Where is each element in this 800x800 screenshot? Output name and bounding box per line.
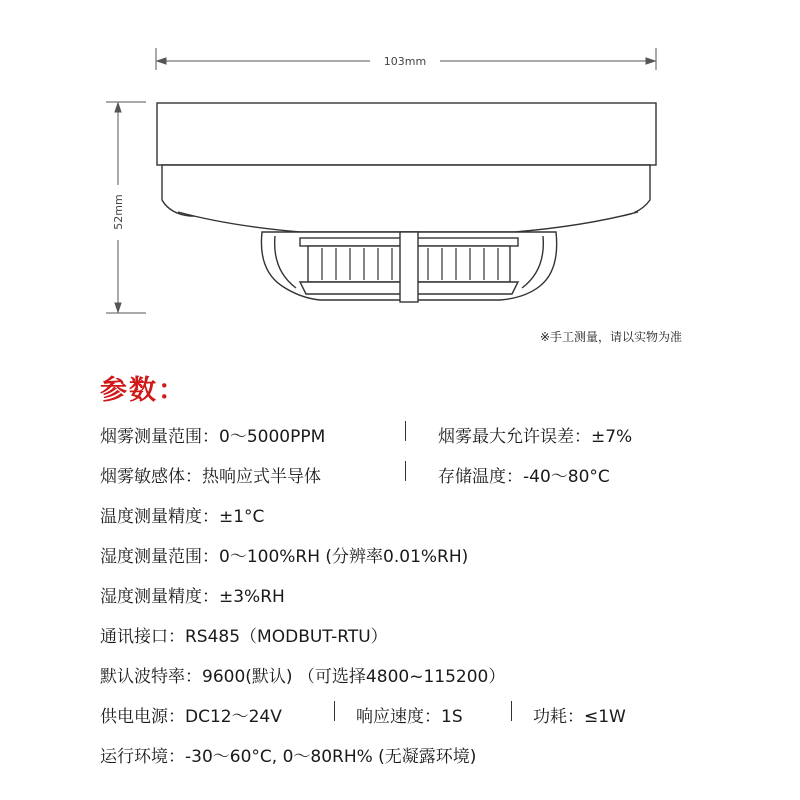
spec-smoke-range: 烟雾测量范围：0～5000PPM bbox=[100, 427, 326, 447]
separator bbox=[334, 701, 335, 721]
detector-dimension-drawing bbox=[0, 0, 800, 340]
spec-temp-accuracy: 温度测量精度：±1°C bbox=[100, 507, 265, 527]
params-title: 参数： bbox=[100, 375, 187, 406]
spec-response-speed: 响应速度：1S bbox=[356, 707, 463, 727]
spec-smoke-sensor: 烟雾敏感体：热响应式半导体 bbox=[100, 467, 321, 487]
spec-baud-rate: 默认波特率：9600(默认) （可选择4800~115200） bbox=[100, 667, 506, 687]
separator bbox=[405, 461, 406, 481]
separator bbox=[511, 701, 512, 721]
measurement-note: ※手工测量，请以实物为准 bbox=[540, 330, 683, 344]
spec-interface: 通讯接口：RS485（MODBUT-RTU） bbox=[100, 627, 388, 647]
width-label: 103mm bbox=[383, 55, 427, 68]
spec-operating-env: 运行环境：-30～60°C, 0～80RH% (无凝露环境) bbox=[100, 747, 477, 767]
spec-smoke-error: 烟雾最大允许误差：±7% bbox=[438, 427, 633, 447]
height-label: 52mm bbox=[112, 194, 125, 230]
separator bbox=[405, 421, 406, 441]
spec-storage-temp: 存储温度：-40～80°C bbox=[438, 467, 610, 487]
spec-humidity-accuracy: 湿度测量精度：±3%RH bbox=[100, 587, 285, 607]
detector-body bbox=[157, 103, 656, 302]
spec-power-supply: 供电电源：DC12～24V bbox=[100, 707, 282, 727]
spec-power-consumption: 功耗：≤1W bbox=[533, 707, 626, 727]
spec-humidity-range: 湿度测量范围：0～100%RH (分辨率0.01%RH) bbox=[100, 547, 469, 567]
